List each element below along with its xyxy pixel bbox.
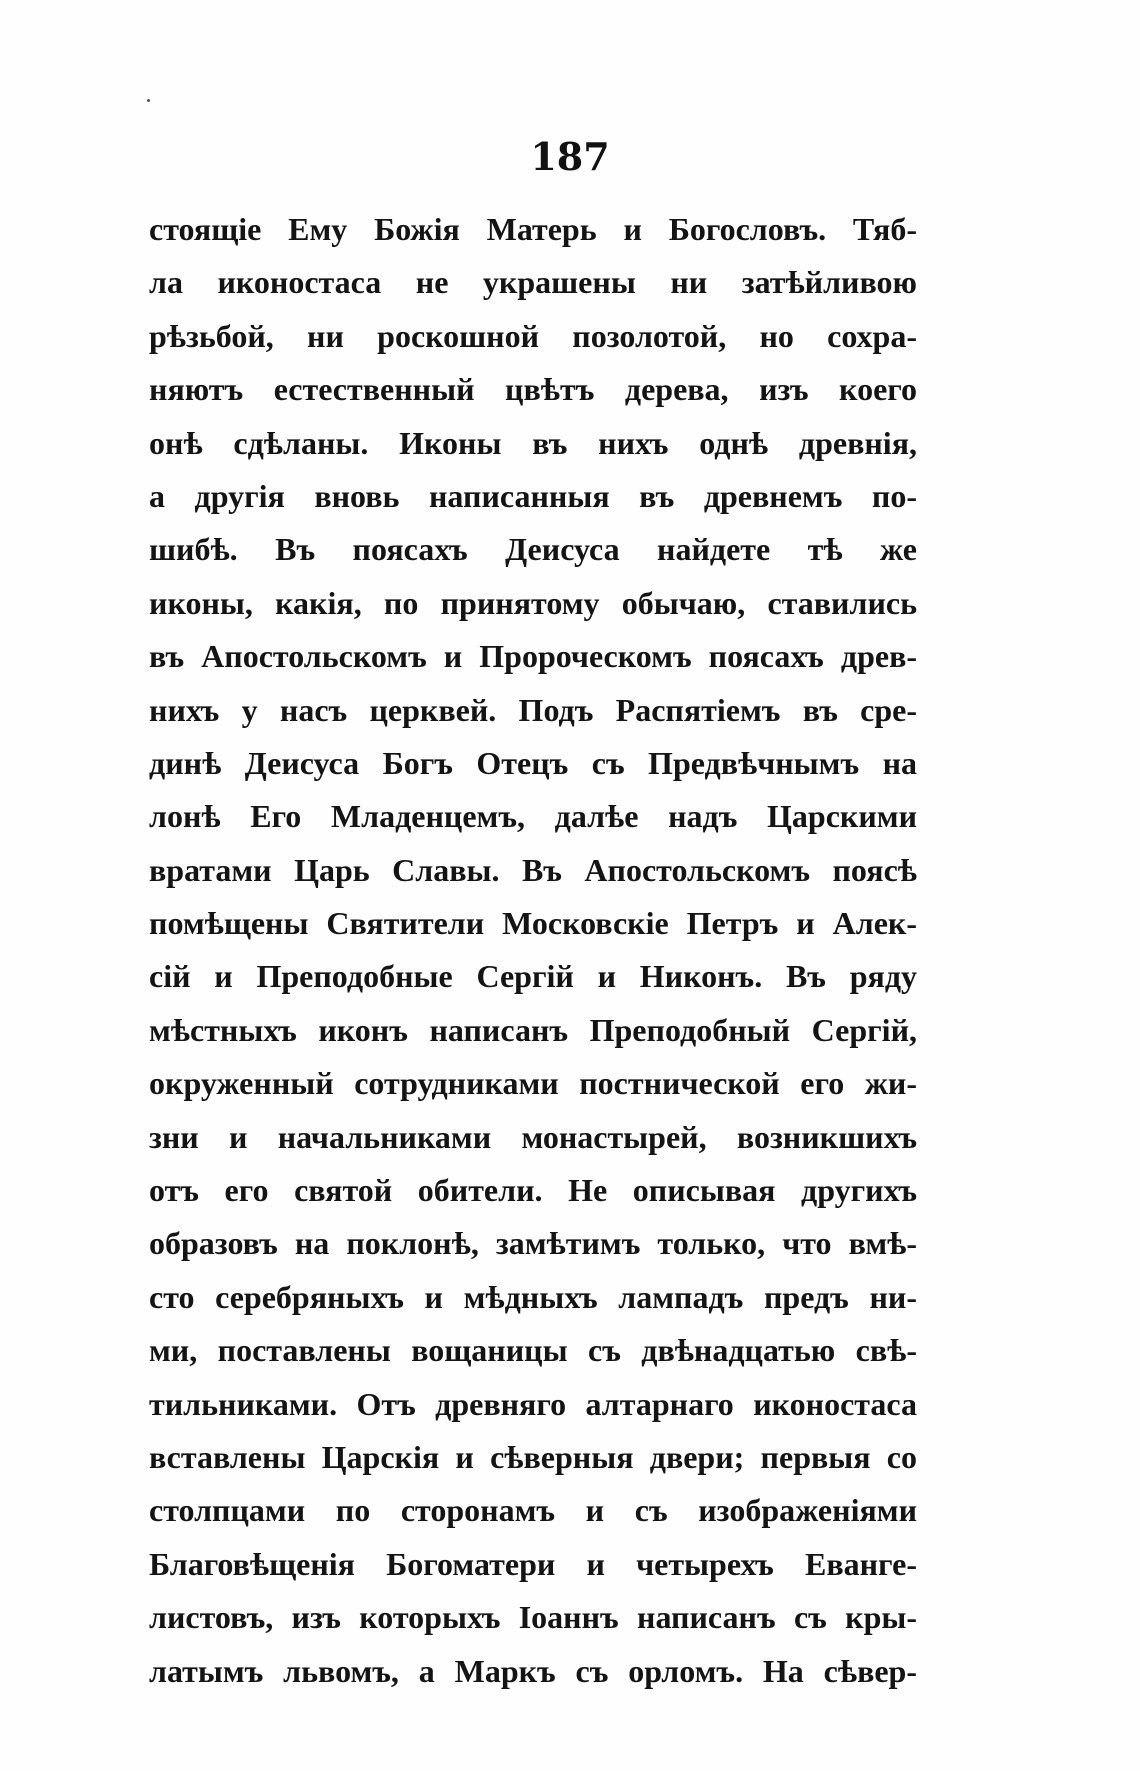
page-number: 187: [530, 134, 610, 179]
text-line: столпцами по сторонамъ и съ изображеніями: [149, 1492, 917, 1529]
text-line: а другія вновь написанныя въ древнемъ по-: [149, 477, 917, 514]
text-line: листовъ, изъ которыхъ Іоаннъ написанъ съ кры-: [149, 1599, 917, 1636]
text-line: сто серебряныхъ и мѣдныхъ лампадъ предъ ни-: [149, 1278, 917, 1315]
text-line: онѣ сдѣланы. Иконы въ нихъ однѣ древнія,: [149, 424, 917, 461]
text-line: ми, поставлены вощаницы съ двѣнадцатью свѣ-: [149, 1332, 917, 1369]
text-line: помѣщены Святители Московскіе Петръ и Алек-: [149, 905, 917, 942]
text-line: шибѣ. Въ поясахъ Деисуса найдете тѣ же: [149, 531, 917, 568]
text-line: окруженный сотрудниками постнической его жи-: [149, 1065, 917, 1102]
text-line: сій и Преподобные Сергій и Никонъ. Въ ряду: [149, 958, 917, 995]
text-line: зни и начальниками монастырей, возникшихъ: [149, 1118, 917, 1155]
text-line: образовъ на поклонѣ, замѣтимъ только, что вмѣ-: [149, 1225, 917, 1262]
text-line: отъ его святой обители. Не описывая другихъ: [149, 1172, 917, 1209]
body-text: [149, 203, 917, 1698]
text-line: лонѣ Его Младенцемъ, далѣе надъ Царскими: [149, 798, 917, 835]
text-line: иконы, какія, по принятому обычаю, ставились: [149, 584, 917, 621]
text-line: ла иконостаса не украшены ни затѣйливою: [149, 264, 917, 301]
text-line: латымъ львомъ, а Маркъ съ орломъ. На сѣвер-: [149, 1652, 917, 1689]
text-line: вставлены Царскія и сѣверныя двери; первыя со: [149, 1438, 917, 1475]
print-speck: [147, 99, 150, 102]
text-line: Благовѣщенія Богоматери и четырехъ Еванге-: [149, 1545, 917, 1582]
text-line: тильниками. Отъ древняго алтарнаго иконостаса: [149, 1385, 917, 1422]
text-line: въ Апостольскомъ и Пророческомъ поясахъ древ-: [149, 638, 917, 675]
text-line: вратами Царь Славы. Въ Апостольскомъ поясѣ: [149, 851, 917, 888]
text-line: няютъ естественный цвѣтъ дерева, изъ коего: [149, 371, 917, 408]
text-line: рѣзьбой, ни роскошной позолотой, но сохра-: [149, 317, 917, 354]
text-line: стоящіе Ему Божія Матерь и Богословъ. Тяб-: [149, 211, 917, 247]
text-line: нихъ у насъ церквей. Подъ Распятіемъ въ сре-: [149, 691, 917, 728]
text-line: динѣ Деисуса Богъ Отецъ съ Предвѣчнымъ на: [149, 744, 917, 781]
text-line: мѣстныхъ иконъ написанъ Преподобный Сергій,: [149, 1011, 917, 1048]
